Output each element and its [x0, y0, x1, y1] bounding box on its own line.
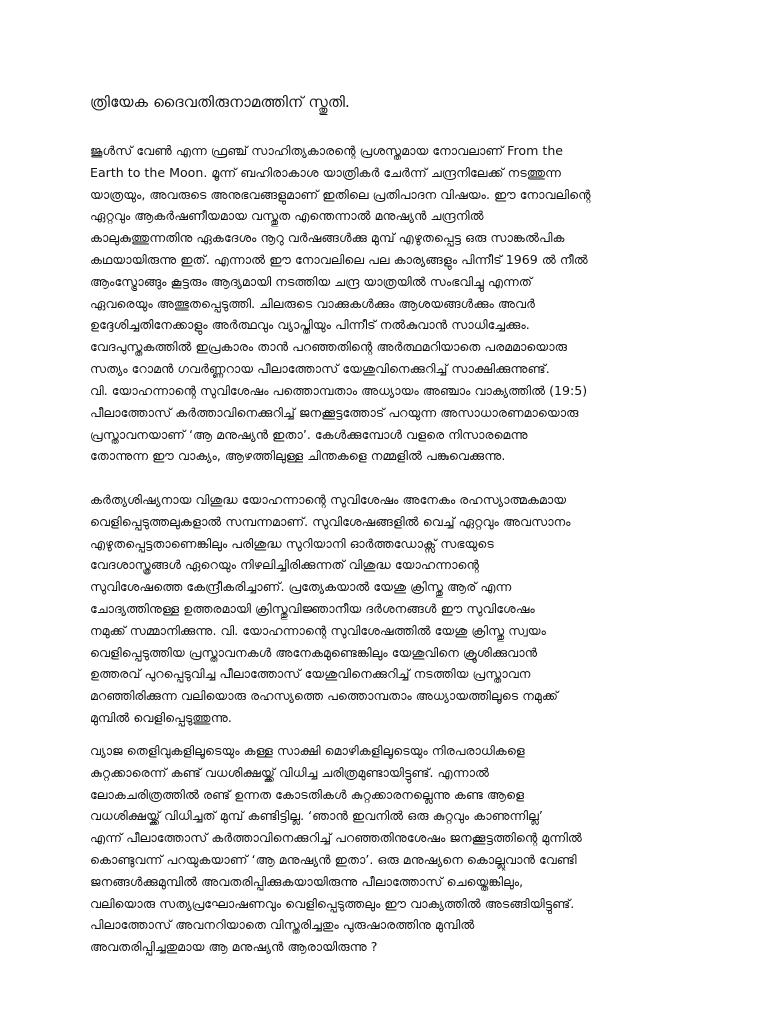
paragraph-line: കുറ്റക്കാരെന്ന് കണ്ട് വധശിക്ഷയ്ക്ക് വിധിച്ച ചരിത്രമുണ്ടായിട്ടുണ്ട്. എന്നാൽ [90, 764, 489, 780]
paragraph-line: കർത്യശിഷ്യനായ വിശുദ്ധ യോഹന്നാന്റെ സുവിശേഷം അനേകം രഹസ്യാത്മകമായ [90, 492, 567, 507]
paragraph-line: ഏറ്റവും ആകർഷണീയമായ വസ്തുത എന്തെന്നാൽ മനുഷ്യൻ ചന്ദ്രനിൽ [90, 208, 484, 224]
paragraph-line: എന്ന് പീലാത്തോസ് കർത്താവിനെക്കുറിച്ച് പറഞ്ഞതിനുശേഷം ജനക്കൂട്ടത്തിന്റെ മുന്നിൽ [90, 830, 582, 846]
paragraph-line: കാലുകുത്തുന്നതിനു ഏകദേശം നൂറു വർഷങ്ങൾക്കു മുമ്പ് എഴുതപ്പെട്ട ഒരു സാങ്കൽപിക [90, 230, 565, 246]
paragraph-line: Earth to the Moon. മൂന്ന് ബഹിരാകാശ യാത്രികർ ചേർന്ന് ചന്ദ്രനിലേക്ക് നടത്തുന്ന [90, 164, 562, 180]
paragraph-1 [90, 140, 680, 380]
paragraph-line: വെളിപ്പെടുത്തലുകളാൽ സമ്പന്നമാണ്. സുവിശേഷങ്ങളിൽ വെച്ച് ഏറ്റവും അവസാനം [90, 513, 571, 529]
paragraph-line: പിലാത്തോസ് അവനറിയാതെ വിസ്തരിച്ചതും പുരുഷാരത്തിനു മുമ്പിൽ [90, 917, 475, 933]
paragraph-2 [90, 380, 680, 467]
paragraph-line: ഏവരെയും അത്ഭുതപ്പെടുത്തി. ചിലരുടെ വാക്കുകൾക്കും ആശയങ്ങൾക്കും അവർ [90, 295, 535, 311]
paragraph-line: മുമ്പിൽ വെളിപ്പെടുത്തുന്നു. [90, 709, 232, 725]
paragraph-line: മറഞ്ഞിരിക്കുന്ന വലിയൊരു രഹസ്യത്തെ പത്തൊമ്പതാം അധ്യായത്തിലൂടെ നമുക്ക് [90, 688, 558, 704]
paragraph-line: യാത്രയും, അവരുടെ അനുഭവങ്ങളുമാണ് ഇതിലെ പ്രതിപാദന വിഷയം. ഈ നോവലിന്റെ [90, 186, 591, 202]
paragraph-line: വലിയൊരു സത്യപ്രഘോഷണവും വെളിപ്പെടുത്തലും ഈ വാക്യത്തിൽ അടങ്ങിയിട്ടുണ്ട്. [90, 895, 575, 911]
paragraph-line: വധശിക്ഷയ്ക്ക് വിധിച്ചത് മുമ്പ് കണ്ടിട്ടില്ല. ‘ഞാൻ ഇവനിൽ ഒരു കുറ്റവും കാണുന്നില്ല’ [90, 808, 543, 824]
paragraph-line: ലോകചരിത്രത്തിൽ രണ്ട് ഉന്നത കോടതികൾ കുറ്റക്കാരനല്ലെന്നു കണ്ട ആളെ [90, 786, 525, 802]
paragraph-line: സത്യം റോമൻ ഗവർണ്ണറായ പീലാത്തോസ് യേശുവിനെക്കുറിച്ച് സാക്ഷിക്കുന്നുണ്ട്. [90, 360, 550, 376]
paragraph-line: പീലാത്തോസ് കർത്താവിനെക്കുറിച്ച് ജനക്കൂട്ടത്തോട് പറയുന്ന അസാധാരണമായൊരു [90, 404, 579, 420]
paragraph-line: വെളിപ്പെടുത്തിയ പ്രസ്താവനകൾ അനേകമുണ്ടെങ്കിലും യേശുവിനെ ക്രൂശിക്കുവാൻ [90, 644, 538, 660]
paragraph-line: തോന്നുന്ന ഈ വാക്യം, ആഴത്തിലുള്ള ചിന്തകളെ നമ്മളിൽ പങ്കുവെക്കുന്നു. [90, 448, 506, 464]
paragraph-line: വ്യാജ തെളിവുകളിലൂടെയും കള്ള സാക്ഷി മൊഴികളിലൂടെയും നിരപരാധികളെ [90, 743, 525, 758]
paragraph-line: ഉദ്ദേശിച്ചതിനേക്കാളും അർത്ഥവും വ്യാപ്തിയും പിന്നീട് നൽകുവാൻ സാധിച്ചേക്കും. [90, 317, 530, 333]
paragraph-line: കഥയായിരുന്നു ഇത്. എന്നാൽ ഈ നോവലിലെ പല കാര്യങ്ങളും പിന്നീട് 1969 ൽ നീൽ [90, 251, 588, 267]
paragraph-line: കൊണ്ടുവന്ന് പറയുകയാണ് ‘ആ മനുഷ്യൻ ഇതാ’. ഒരു മനുഷ്യനെ കൊല്ലുവാൻ വേണ്ടി [90, 851, 577, 867]
paragraph-line: വേദശാസ്ത്രങ്ങൾ ഏറെയും നിഴലിച്ചിരിക്കുന്നത് വിശുദ്ധ യോഹന്നാന്റെ [90, 557, 480, 573]
paragraph-line: വി. യോഹന്നാന്റെ സുവിശേഷം പത്തൊമ്പതാം അധ്യായം അഞ്ചാം വാക്യത്തിൽ (19:5) [90, 383, 588, 398]
paragraph-line: ചോദ്യത്തിനുള്ള ഉത്തരമായി ക്രിസ്തുവിജ്ഞാനീയ ദർശനങ്ങൾ ഈ സുവിശേഷം [90, 600, 535, 616]
document-title: ത്രിയേക ദൈവതിരുനാമത്തിന് സ്തുതി. [90, 93, 351, 111]
paragraph-line: നമുക്ക് സമ്മാനിക്കുന്നു. വി. യോഹന്നാന്റെ സുവിശേഷത്തിൽ യേശു ക്രിസ്തു സ്വയം [90, 622, 546, 638]
paragraph-line: എഴുതപ്പെട്ടതാണെങ്കിലും പരിശുദ്ധ സുറിയാനി ഓർത്തഡോക്സ് സഭയുടെ [90, 535, 494, 551]
paragraph-line: പ്രസ്താവനയാണ് ‘ആ മനുഷ്യൻ ഇതാ’. കേൾക്കുമ്പോൾ വളരെ നിസാരമെന്നു [90, 426, 528, 442]
paragraph-line: വേദപുസ്തകത്തിൽ ഇപ്രകാരം താൻ പറഞ്ഞതിന്റെ അർത്ഥമറിയാതെ പരമമായൊരു [90, 339, 568, 355]
paragraph-line: അവതരിപ്പിച്ചതുമായ ആ മനുഷ്യൻ ആരായിരുന്നു ? [90, 939, 378, 955]
paragraph-line: ആംസ്ട്രോങ്ങും കൂട്ടരും ആദ്യമായി നടത്തിയ ചന്ദ്ര യാത്രയിൽ സംഭവിച്ചു എന്നത് [90, 273, 533, 289]
paragraph-4 [90, 740, 680, 958]
paragraph-line: ഉത്തരവ് പുറപ്പെടുവിച്ച പീലാത്തോസ് യേശുവിനെക്കുറിച്ച് നടത്തിയ പ്രസ്താവന [90, 666, 531, 682]
paragraph-line: സുവിശേഷത്തെ കേന്ദ്രീകരിച്ചാണ്. പ്രത്യേകയാൽ യേശു ക്രിസ്തു ആര് എന്ന [90, 579, 512, 595]
paragraph-line: ജൂൾസ് വേൺ എന്ന ഫ്രഞ്ച് സാഹിത്യകാരന്റെ പ്രശസ്തമായ നോവലാണ് From the [90, 143, 564, 158]
paragraph-3 [90, 489, 680, 729]
paragraph-line: ജനങ്ങൾക്കുമുമ്പിൽ അവതരിപ്പിക്കുകയായിരുന്നു പീലാത്തോസ് ചെയ്തെങ്കിലും, [90, 873, 524, 889]
